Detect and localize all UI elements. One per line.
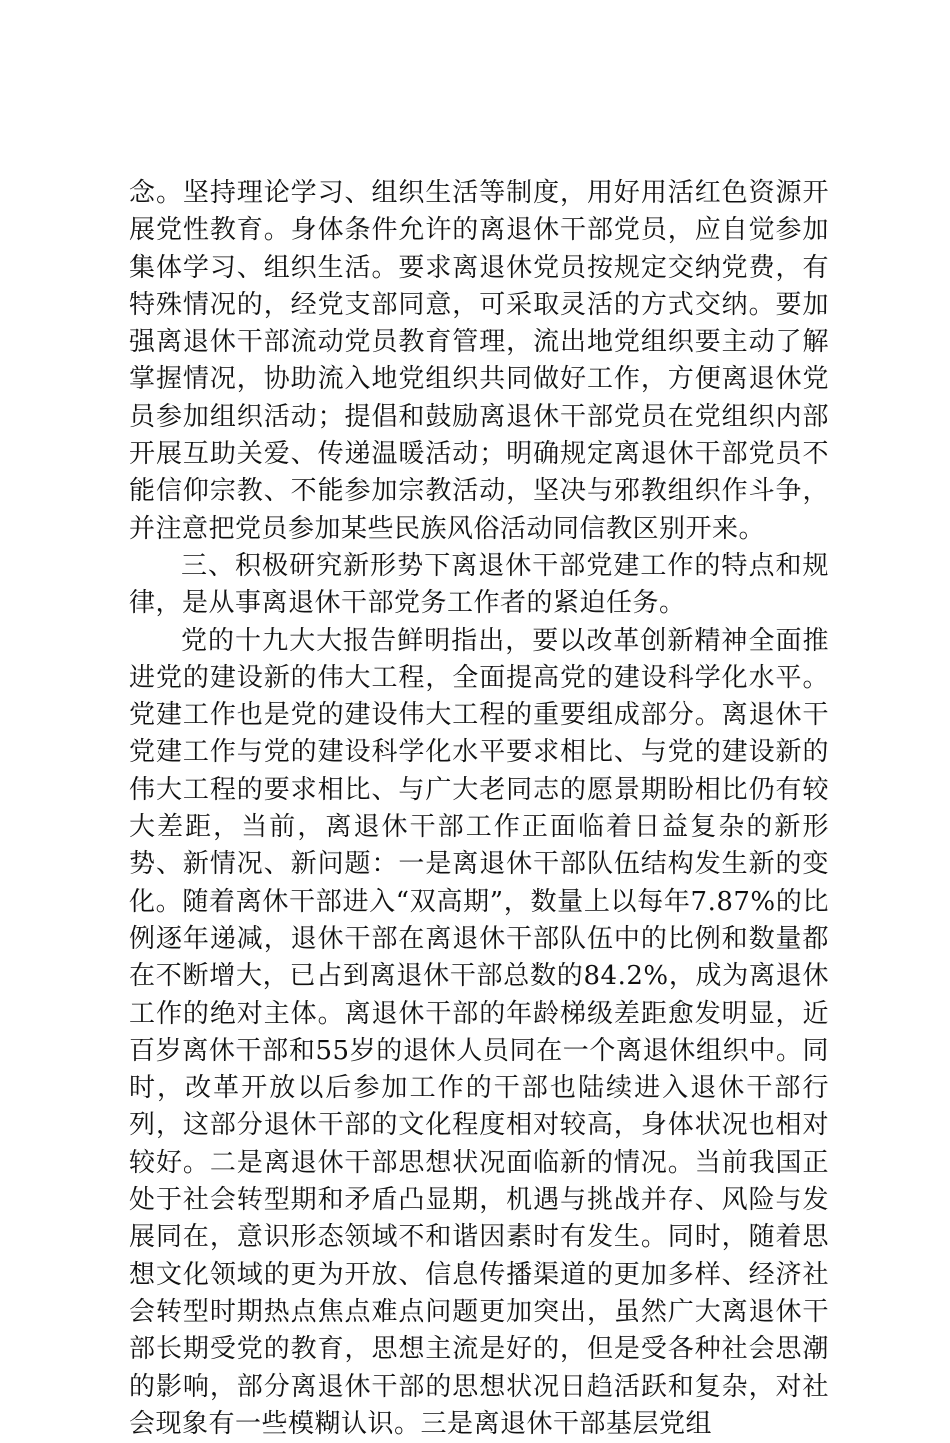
paragraph-section-three-heading: 三、积极研究新形势下离退休干部党建工作的特点和规律，是从事离退休干部党务工作者的紧迫任务。 xyxy=(129,550,829,619)
body-text xyxy=(129,175,829,1443)
paragraph-body: 党的十九大大报告鲜明指出，要以改革创新精神全面推进党的建设新的伟大工程，全面提高党的建设科学化水平。党建工作也是党的建设伟大工程的重要组成部分。离退休干党建工作与党的建设科学化水平要求相比、与党的建设新的伟大工程的要求相比、与广大老同志的愿景期盼相比仍有较大差距，当前，离退休干部工作正面临着日益复杂的新形势、新情况、新问题：一是离退休干部队伍结构发生新的变化。随着离休干部进入“双高期”，数量上以每年7.87%的比例逐年递减，退休干部在离退休干部队伍中的比例和数量都在不断增大，已占到离退休干部总数的84.2%，成为离退休工作的绝对主体。离退休干部的年龄梯级差距愈发明显，近百岁离休干部和55岁的退休人员同在一个离退休组织中。同时，改革开放以后参加工作的干部也陆续进入退休干部行列，这部分退休干部的文化程度相对较高，身体状况也相对较好。二是离退休干部思想状况面临新的情况。当前我国正处于社会转型期和矛盾凸显期，机遇与挑战并存、风险与发展同在，意识形态领域不和谐因素时有发生。同时，随着思想文化领域的更为开放、信息传播渠道的更加多样、经济社会转型时期热点焦点难点问题更加突出，虽然广大离退休干部长期受党的教育，思想主流是好的，但是受各种社会思潮的影响，部分离退休干部的思想状况日趋活跃和复杂，对社会现象有一些模糊认识。三是离退休干部基层党组 xyxy=(129,625,829,1439)
paragraph-continued: 念。坚持理论学习、组织生活等制度，用好用活红色资源开展党性教育。身体条件允许的离退休干部党员，应自觉参加集体学习、组织生活。要求离退休党员按规定交纳党费，有特殊情况的，经党支部同意，可采取灵活的方式交纳。要加强离退休干部流动党员教育管理，流出地党组织要主动了解掌握情况，协助流入地党组织共同做好工作，方便离退休党员参加组织活动；提倡和鼓励离退休干部党员在党组织内部开展互助关爱、传递温暖活动；明确规定离退休干部党员不能信仰宗教、不能参加宗教活动，坚决与邪教组织作斗争，并注意把党员参加某些民族风俗活动同信教区别开来。 xyxy=(129,178,829,544)
